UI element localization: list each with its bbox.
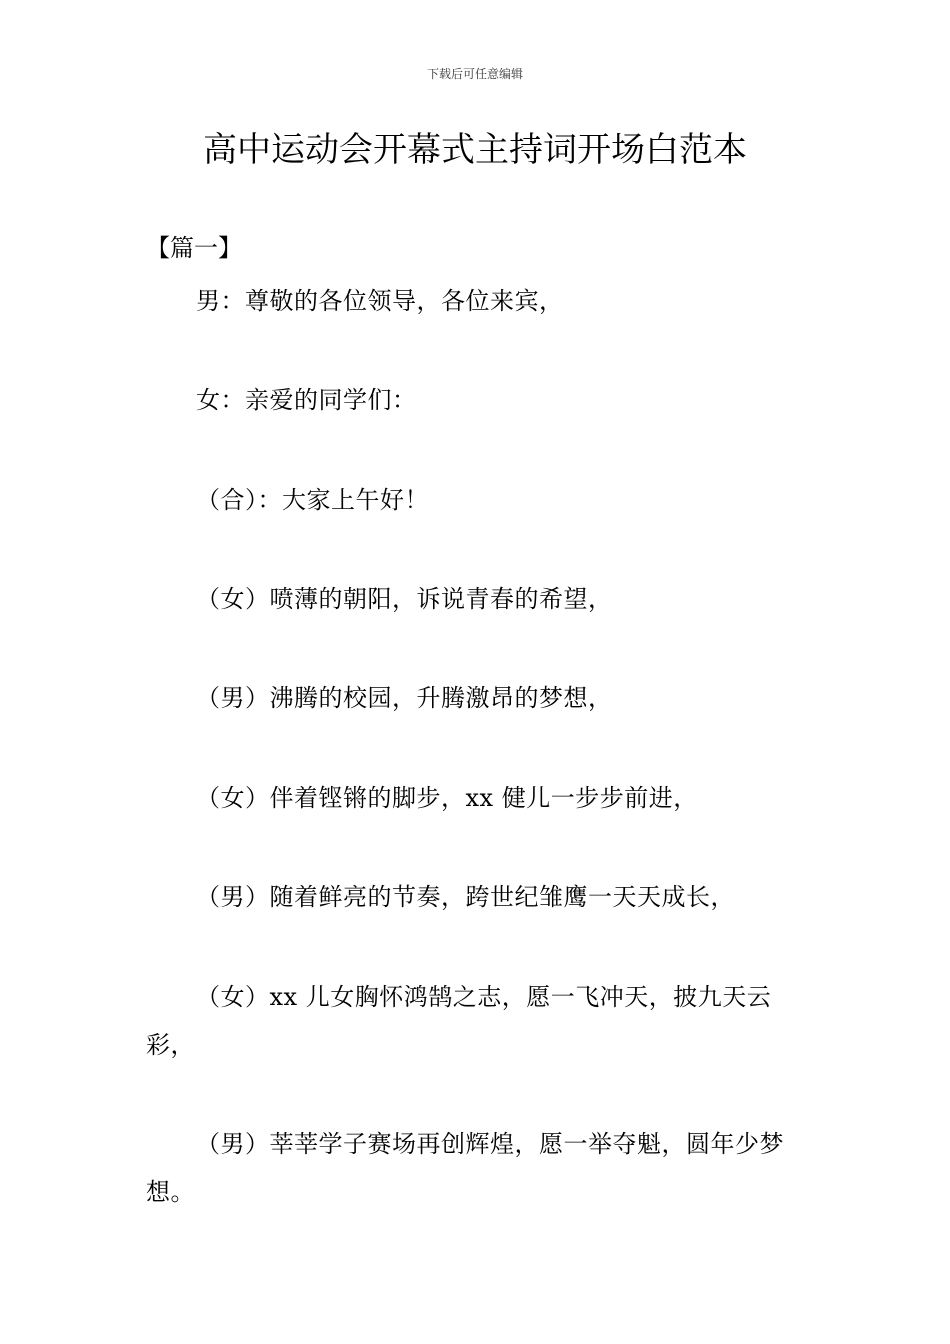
paragraph: （男）莘莘学子赛场再创辉煌，愿一举夺魁，圆年少梦想。 <box>146 1130 784 1206</box>
section-label: 【篇一】 <box>146 234 242 262</box>
paragraph: （女）伴着铿锵的脚步，xx 健儿一步步前进， <box>196 784 698 812</box>
paragraph: （男）随着鲜亮的节奏，跨世纪雏鹰一天天成长， <box>196 883 735 911</box>
paragraph: 女：亲爱的同学们： <box>196 386 417 414</box>
document-title: 高中运动会开幕式主持词开场白范本 <box>203 130 747 170</box>
paragraph: 男：尊敬的各位领导，各位来宾， <box>196 287 564 315</box>
header-note: 下载后可任意编辑 <box>426 67 523 81</box>
paragraph: （合）：大家上午好！ <box>196 486 429 514</box>
paragraph: （女）xx 儿女胸怀鸿鹄之志，愿一飞冲天，披九天云彩， <box>146 983 772 1059</box>
paragraph: （女）喷薄的朝阳，诉说青春的希望， <box>196 585 613 613</box>
paragraph: （男）沸腾的校园，升腾激昂的梦想， <box>196 684 613 712</box>
